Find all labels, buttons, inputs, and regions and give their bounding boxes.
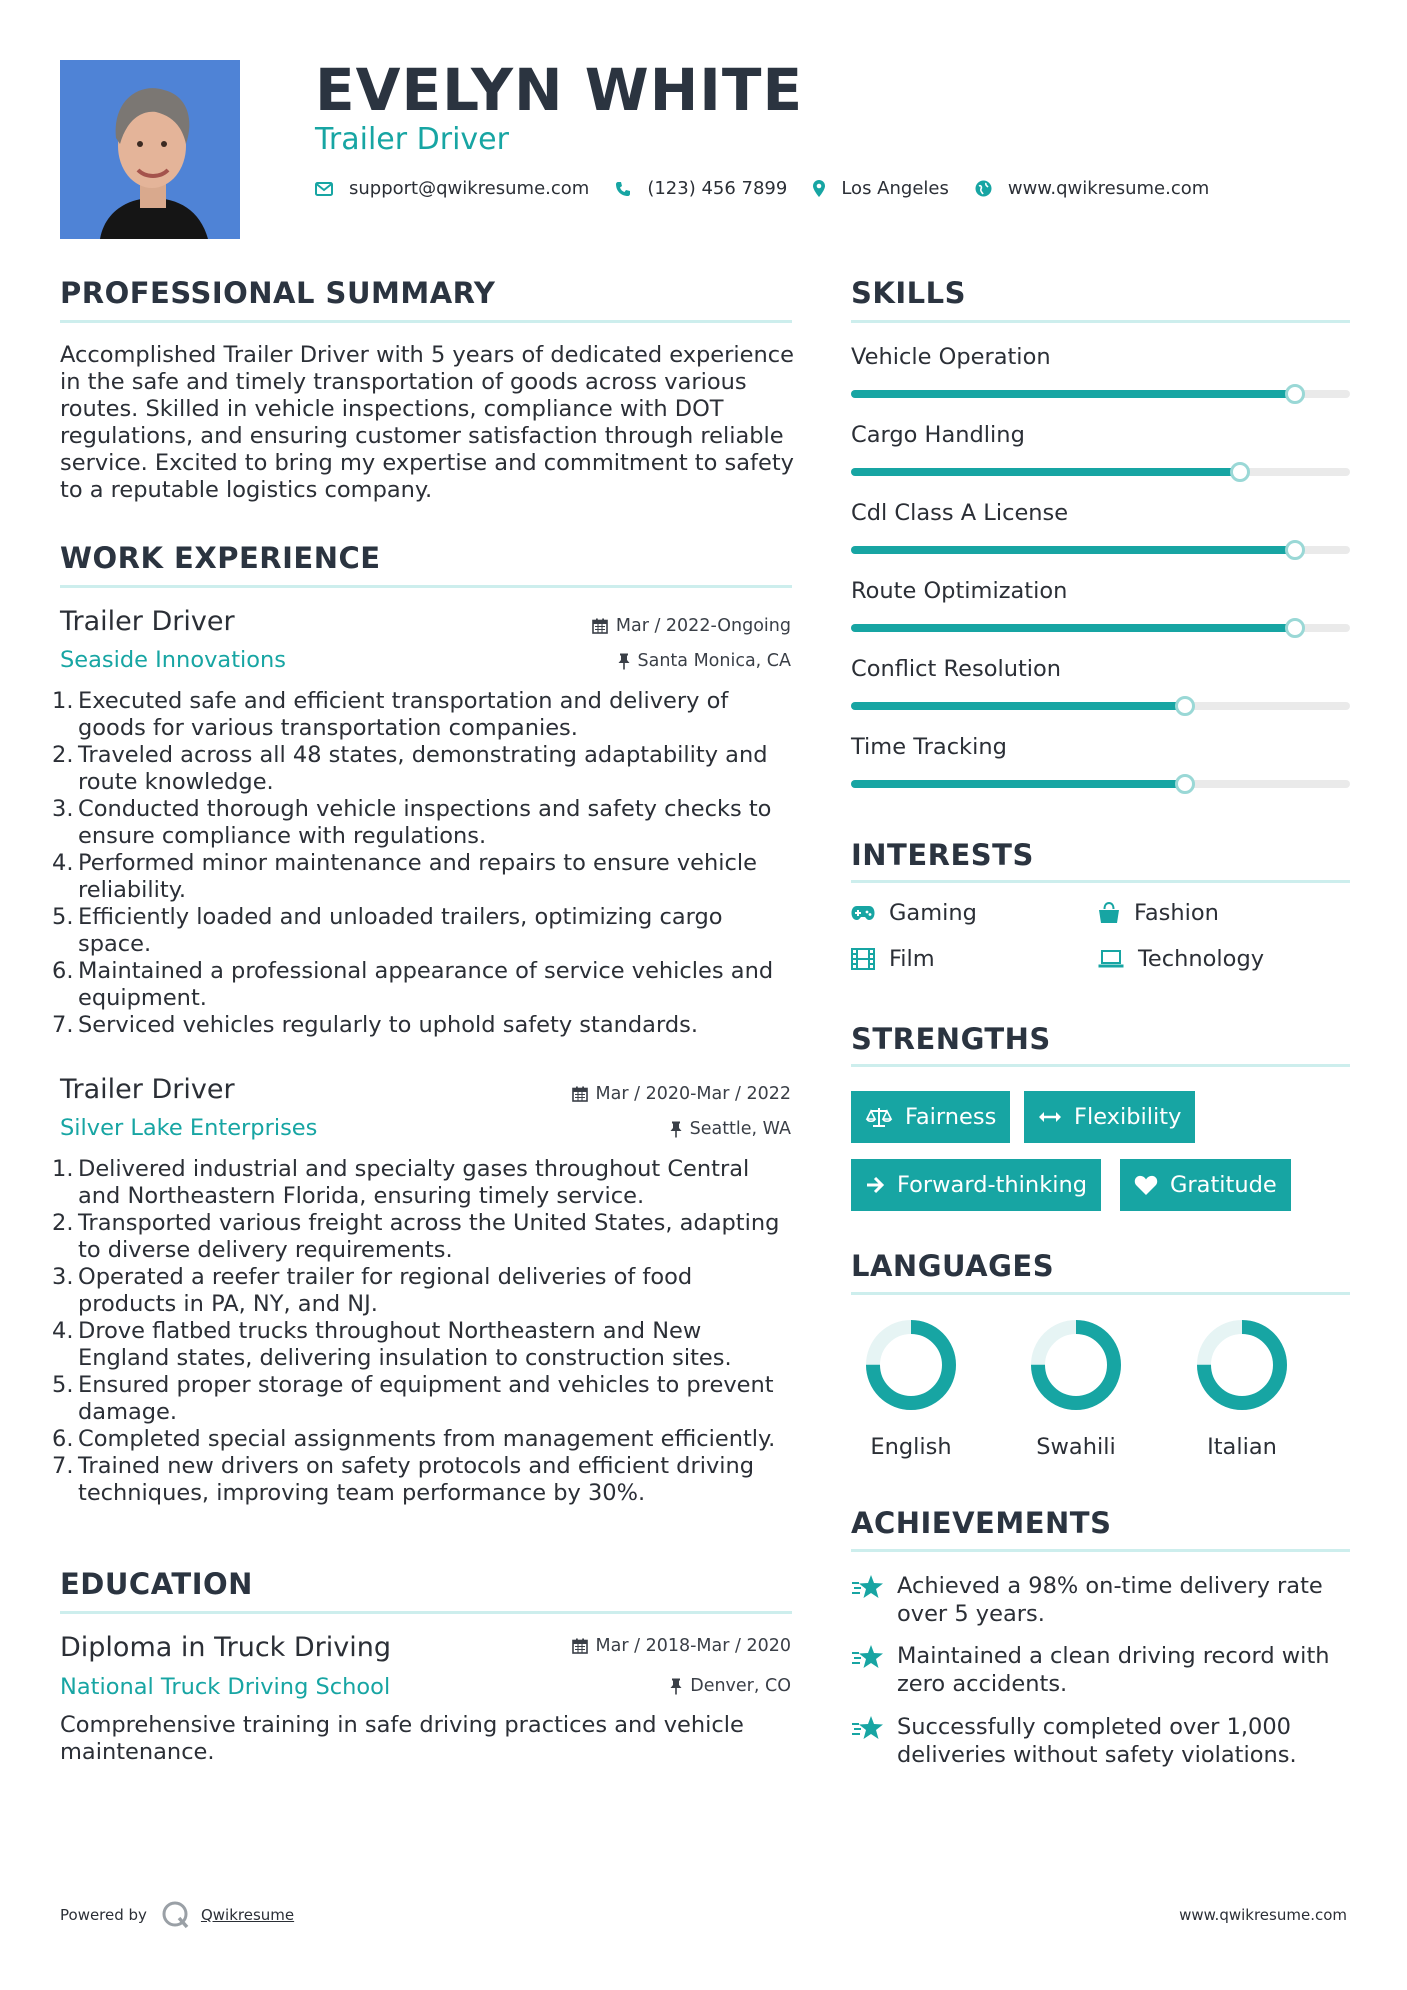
languages-divider	[851, 1292, 1350, 1295]
skill-bar	[851, 624, 1350, 632]
achievement-text: Maintained a clean driving record with zero accidents.	[897, 1643, 1330, 1697]
contact-location-text: Los Angeles	[841, 178, 949, 199]
list-item: 5. Ensured proper storage of equipment and vehicles to prevent damage.	[52, 1372, 774, 1425]
globe-icon	[975, 180, 992, 197]
contact-email-text: support@qwikresume.com	[349, 178, 590, 199]
strength-label: Gratitude	[1170, 1172, 1277, 1198]
footer-website[interactable]: www.qwikresume.com	[1179, 1906, 1347, 1924]
achievement-item	[851, 1713, 1350, 1769]
skill-bar	[851, 390, 1350, 398]
strength-label: Flexibility	[1074, 1104, 1182, 1130]
list-item: 3. Conducted thorough vehicle inspections and safety checks to ensure compliance with regulations.	[52, 796, 772, 849]
job-location	[670, 1119, 791, 1139]
interest-label: Fashion	[1134, 900, 1219, 926]
skill-bar-fill	[851, 702, 1185, 710]
skill-bar	[851, 546, 1350, 554]
skills-divider	[851, 320, 1350, 323]
skill-bar	[851, 702, 1350, 710]
list-item: 7. Serviced vehicles regularly to uphold safety standards.	[52, 1012, 698, 1038]
interest-item	[1098, 900, 1219, 926]
interest-item	[851, 900, 977, 926]
skill-bar	[851, 780, 1350, 788]
shopping-bag-icon	[1098, 902, 1120, 924]
list-item: 4. Performed minor maintenance and repairs to ensure vehicle reliability.	[52, 850, 757, 903]
language-ring	[851, 1316, 971, 1414]
contact-website-text: www.qwikresume.com	[1007, 178, 1210, 199]
job-dates-text: Mar / 2020-Mar / 2022	[595, 1084, 791, 1104]
job-location-text: Santa Monica, CA	[637, 651, 791, 671]
candidate-title: Trailer Driver	[315, 122, 509, 157]
skill-bar-knob	[1175, 774, 1195, 794]
film-icon	[851, 948, 875, 970]
list-item: 6. Completed special assignments from management efficiently.	[52, 1426, 776, 1452]
strengths-divider	[851, 1064, 1350, 1067]
contact-phone-text: (123) 456 7899	[647, 178, 788, 199]
job-location-text: Seattle, WA	[689, 1119, 791, 1139]
list-item: 7. Trained new drivers on safety protocols and efficient driving techniques, improving team performance by 30%.	[52, 1453, 755, 1506]
achievement-item	[851, 1572, 1350, 1628]
skill-bar-fill	[851, 546, 1295, 554]
skill-bar-knob	[1285, 618, 1305, 638]
qwikresume-logo-icon	[161, 1900, 191, 1930]
summary-text: Accomplished Trailer Driver with 5 years of dedicated experience in the safe and timely transportation of goods across various routes. Skilled in vehicle inspections, compliance with DOT regulations, and ensuring customer satisfaction through reliable service. Excited to bring my expertise and commitment to safety to a reputable logistics company.	[60, 342, 794, 503]
school-name: National Truck Driving School	[60, 1674, 391, 1700]
language-label: Italian	[1207, 1434, 1277, 1460]
education-divider	[60, 1611, 792, 1614]
achievement-item	[851, 1642, 1350, 1698]
strength-label: Forward-thinking	[897, 1172, 1088, 1198]
job-company: Silver Lake Enterprises	[60, 1115, 318, 1141]
experience-heading: WORK EXPERIENCE	[60, 541, 381, 575]
qwikresume-link[interactable]: Qwikresume	[200, 1906, 295, 1924]
envelope-icon	[315, 182, 333, 196]
interest-label: Technology	[1138, 946, 1265, 972]
skill-bar-knob	[1285, 384, 1305, 404]
arrow-right-icon	[865, 1175, 885, 1195]
candidate-name: EVELYN WHITE	[315, 56, 804, 124]
pushpin-icon	[618, 653, 630, 670]
skill-bar-fill	[851, 780, 1185, 788]
skill-bar-knob	[1175, 696, 1195, 716]
pushpin-icon	[670, 1121, 682, 1138]
strength-badge	[1120, 1159, 1291, 1211]
star-icon	[851, 1644, 885, 1670]
summary-heading: PROFESSIONAL SUMMARY	[60, 276, 496, 310]
contact-email[interactable]	[315, 178, 589, 199]
job-title: Trailer Driver	[60, 1074, 235, 1105]
interests-heading: INTERESTS	[851, 838, 1034, 872]
strength-badge	[851, 1159, 1101, 1211]
strength-badge	[1024, 1091, 1195, 1143]
skill-bar-knob	[1230, 462, 1250, 482]
balance-scale-icon	[865, 1106, 893, 1128]
list-item: 1. Delivered industrial and specialty gases throughout Central and Northeastern Florida, ensuring timely service.	[52, 1156, 750, 1209]
list-item: 6. Maintained a professional appearance of service vehicles and equipment.	[52, 958, 774, 1011]
interest-item	[1098, 946, 1264, 972]
heart-icon	[1134, 1175, 1158, 1196]
list-item: 2. Traveled across all 48 states, demonstrating adaptability and route knowledge.	[52, 742, 768, 795]
skill-label: Conflict Resolution	[851, 656, 1062, 682]
contact-phone[interactable]	[615, 178, 787, 199]
achievements-divider	[851, 1549, 1350, 1552]
star-icon	[851, 1574, 885, 1600]
map-marker-icon	[813, 180, 825, 197]
skill-bar-knob	[1285, 540, 1305, 560]
skill-label: Cargo Handling	[851, 422, 1025, 448]
arrows-horizontal-icon	[1038, 1110, 1062, 1124]
achievement-text: Achieved a 98% on-time delivery rate over 5 years.	[897, 1573, 1323, 1627]
profile-photo	[60, 60, 240, 239]
job-dates	[572, 1084, 791, 1104]
language-label: English	[870, 1434, 952, 1460]
job-location	[618, 651, 792, 671]
pushpin-icon	[670, 1678, 682, 1695]
education-description: Comprehensive training in safe driving practices and vehicle maintenance.	[60, 1712, 744, 1765]
education-location	[670, 1676, 791, 1696]
language-ring	[1016, 1316, 1136, 1414]
interest-item	[851, 946, 935, 972]
job-responsibilities	[52, 1156, 792, 1507]
list-item: 4. Drove flatbed trucks throughout Northeastern and New England states, delivering insulation to construction sites.	[52, 1318, 732, 1371]
list-item: 1. Executed safe and efficient transportation and delivery of goods for various transportation companies.	[52, 688, 729, 741]
footer-powered-by	[60, 1900, 294, 1930]
achievements-heading: ACHIEVEMENTS	[851, 1506, 1112, 1540]
strength-badge	[851, 1091, 1010, 1143]
star-icon	[851, 1715, 885, 1741]
calendar-icon	[592, 618, 608, 634]
contact-location	[813, 178, 949, 199]
gamepad-icon	[851, 905, 875, 921]
skill-label: Cdl Class A License	[851, 500, 1069, 526]
skill-bar-fill	[851, 468, 1240, 476]
laptop-icon	[1098, 950, 1124, 968]
job-dates	[592, 616, 791, 636]
skill-label: Vehicle Operation	[851, 344, 1051, 370]
summary-divider	[60, 320, 792, 323]
achievement-text: Successfully completed over 1,000 deliveries without safety violations.	[897, 1714, 1297, 1768]
skill-label: Time Tracking	[851, 734, 1007, 760]
education-location-text: Denver, CO	[690, 1676, 791, 1696]
skill-bar	[851, 468, 1350, 476]
skills-heading: SKILLS	[851, 276, 966, 310]
interests-divider	[851, 880, 1350, 883]
job-responsibilities	[52, 688, 792, 1039]
list-item: 5. Efficiently loaded and unloaded trailers, optimizing cargo space.	[52, 904, 723, 957]
job-title: Trailer Driver	[60, 606, 235, 637]
skill-bar-fill	[851, 390, 1295, 398]
list-item: 3. Operated a reefer trailer for regional deliveries of food products in PA, NY, and NJ.	[52, 1264, 693, 1317]
contact-bar	[315, 178, 1235, 199]
education-dates	[572, 1636, 791, 1656]
contact-website[interactable]	[975, 178, 1209, 199]
strength-label: Fairness	[905, 1104, 997, 1130]
interest-label: Film	[889, 946, 935, 972]
calendar-icon	[572, 1086, 588, 1102]
strengths-heading: STRENGTHS	[851, 1022, 1051, 1056]
skill-bar-fill	[851, 624, 1295, 632]
experience-divider	[60, 585, 792, 588]
language-label: Swahili	[1036, 1434, 1116, 1460]
job-company: Seaside Innovations	[60, 647, 287, 673]
job-dates-text: Mar / 2022-Ongoing	[615, 616, 791, 636]
language-ring	[1182, 1316, 1302, 1414]
powered-by-label: Powered by	[60, 1906, 147, 1924]
degree-title: Diploma in Truck Driving	[60, 1632, 392, 1663]
interest-label: Gaming	[889, 900, 977, 926]
languages-heading: LANGUAGES	[851, 1249, 1055, 1283]
list-item: 2. Transported various freight across the United States, adapting to diverse delivery requirements.	[52, 1210, 780, 1263]
calendar-icon	[572, 1638, 588, 1654]
education-dates-text: Mar / 2018-Mar / 2020	[595, 1636, 791, 1656]
skill-label: Route Optimization	[851, 578, 1068, 604]
education-heading: EDUCATION	[60, 1567, 253, 1601]
phone-icon	[615, 181, 631, 197]
